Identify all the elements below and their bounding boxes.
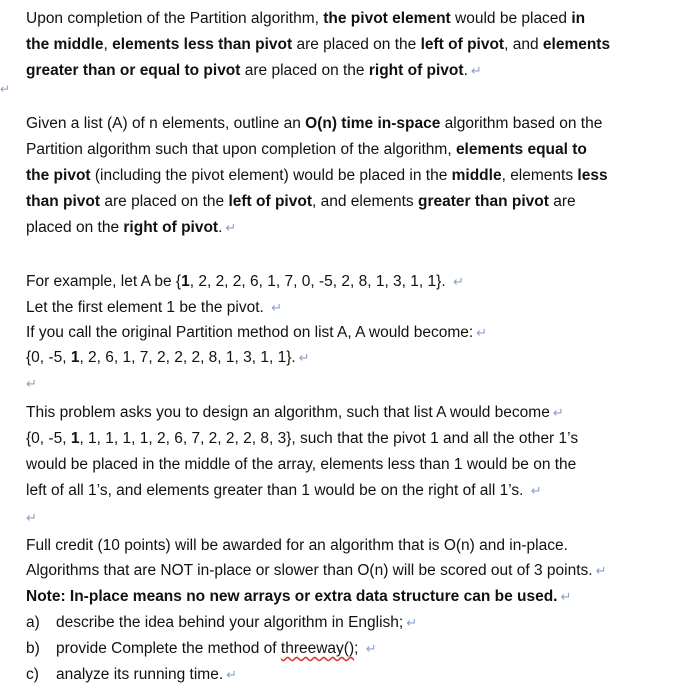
text: are placed on the bbox=[240, 62, 369, 79]
bold-text: the middle bbox=[26, 36, 104, 53]
text: . bbox=[463, 62, 468, 79]
text: left of all 1’s, and elements greater than 1 would be on the right of all 1’s. bbox=[26, 482, 528, 499]
bold-text: 1 bbox=[181, 273, 190, 290]
text: (including the pivot element) would be placed in the bbox=[90, 167, 452, 184]
bold-text: middle bbox=[451, 167, 502, 184]
text: Algorithms that are NOT in-place or slower than O(n) will be scored out of 3 points. bbox=[26, 562, 593, 579]
return-mark: ↵ bbox=[298, 350, 310, 365]
bold-text: in bbox=[571, 10, 586, 27]
bold-text: elements less than pivot bbox=[112, 36, 293, 53]
text: Upon completion of the Partition algorithm, bbox=[26, 10, 324, 27]
bold-text: than pivot bbox=[26, 193, 101, 210]
text: are bbox=[548, 193, 576, 210]
bold-text: left of pivot bbox=[420, 36, 505, 53]
credit-line2 bbox=[26, 560, 606, 582]
credit-line1 bbox=[26, 535, 568, 557]
return-mark: ↵ bbox=[406, 615, 418, 630]
return-mark: ↵ bbox=[452, 274, 464, 289]
task-item-a bbox=[26, 612, 417, 634]
return-mark: ↵ bbox=[595, 563, 607, 578]
return-mark: ↵ bbox=[365, 641, 377, 656]
margin-return-mark: ↵ bbox=[0, 82, 11, 96]
return-mark: ↵ bbox=[26, 376, 37, 391]
list-marker: a) bbox=[26, 614, 40, 631]
problem-line1 bbox=[26, 402, 564, 424]
bold-text: right of pivot bbox=[123, 219, 219, 236]
text: Given a list (A) of n elements, outline an bbox=[26, 115, 306, 132]
text: , 1, 1, 1, 1, 2, 6, 7, 2, 2, 2, 8, 3}, such that the pivot 1 and all the other 1’s bbox=[79, 430, 579, 447]
return-mark: ↵ bbox=[552, 405, 564, 420]
p2-line5 bbox=[26, 217, 236, 239]
return-mark: ↵ bbox=[26, 510, 37, 525]
example-line1 bbox=[26, 271, 464, 293]
text: , 2, 2, 2, 6, 1, 7, 0, -5, 2, 8, 1, 3, 1, 1}. bbox=[189, 273, 450, 290]
bold-text: elements bbox=[542, 36, 611, 53]
text: {0, -5, bbox=[26, 349, 71, 366]
p1-line2 bbox=[26, 34, 610, 56]
problem-line3 bbox=[26, 454, 576, 476]
text: {0, -5, bbox=[26, 430, 71, 447]
text: are placed on the bbox=[292, 36, 421, 53]
return-mark: ↵ bbox=[271, 300, 283, 315]
p1-line3 bbox=[26, 60, 482, 82]
credit-note bbox=[26, 586, 571, 608]
bold-text: Note: In-place means no new arrays or extra data structure can be used. bbox=[26, 588, 558, 605]
text: would be placed bbox=[450, 10, 572, 27]
text: , and elements bbox=[312, 193, 418, 210]
text: placed on the bbox=[26, 219, 124, 236]
problem-line2 bbox=[26, 428, 578, 450]
bold-text: the pivot element bbox=[323, 10, 451, 27]
text: , 2, 6, 1, 7, 2, 2, 2, 8, 1, 3, 1, 1}. bbox=[79, 349, 296, 366]
text: Partition algorithm such that upon completion of the algorithm, bbox=[26, 141, 456, 158]
bold-text: elements equal to bbox=[455, 141, 587, 158]
task-item-b bbox=[26, 638, 377, 660]
text: ; bbox=[354, 640, 363, 657]
task-item-c bbox=[26, 664, 237, 686]
bold-text: greater than pivot bbox=[417, 193, 549, 210]
text: algorithm based on the bbox=[440, 115, 603, 132]
text: For example, let A be { bbox=[26, 273, 182, 290]
text: analyze its running time. bbox=[56, 666, 224, 683]
p2-line4 bbox=[26, 191, 576, 213]
text: are placed on the bbox=[100, 193, 229, 210]
method-name: threeway() bbox=[280, 640, 355, 657]
text: This problem asks you to design an algorithm, such that list A would become bbox=[26, 404, 550, 421]
text: would be placed in the middle of the array, elements less than 1 would be on the bbox=[26, 456, 577, 473]
bold-text: greater than or equal to pivot bbox=[26, 62, 241, 79]
return-mark: ↵ bbox=[225, 220, 237, 235]
text: describe the idea behind your algorithm in English; bbox=[56, 614, 404, 631]
problem-line4 bbox=[26, 480, 542, 502]
bold-text: 1 bbox=[70, 349, 80, 366]
text: , and bbox=[504, 36, 543, 53]
example-line3 bbox=[26, 322, 487, 344]
bold-text: the pivot bbox=[26, 167, 91, 184]
text: , elements bbox=[501, 167, 578, 184]
text: Full credit (10 points) will be awarded for an algorithm that is O(n) and in-place. bbox=[26, 537, 568, 554]
p2-line2 bbox=[26, 139, 587, 161]
blank-line bbox=[26, 373, 37, 395]
example-line2 bbox=[26, 297, 282, 319]
blank-line bbox=[26, 507, 37, 529]
p2-line1 bbox=[26, 113, 602, 135]
bold-text: O(n) time in-space bbox=[305, 115, 441, 132]
p1-line1 bbox=[26, 8, 585, 30]
return-mark: ↵ bbox=[560, 589, 572, 604]
bold-text: left of pivot bbox=[228, 193, 312, 210]
return-mark: ↵ bbox=[530, 483, 542, 498]
bold-text: 1 bbox=[70, 430, 80, 447]
list-marker: c) bbox=[26, 666, 39, 683]
text: provide Complete the method of bbox=[56, 640, 281, 657]
text: , bbox=[103, 36, 113, 53]
text: . bbox=[218, 219, 223, 236]
return-mark: ↵ bbox=[470, 63, 482, 78]
example-line4 bbox=[26, 347, 310, 369]
return-mark: ↵ bbox=[226, 667, 238, 682]
bold-text: less bbox=[577, 167, 608, 184]
list-marker: b) bbox=[26, 640, 40, 657]
text: If you call the original Partition method on list A, A would become: bbox=[26, 324, 474, 341]
return-mark: ↵ bbox=[476, 325, 488, 340]
p2-line3 bbox=[26, 165, 608, 187]
text: Let the first element 1 be the pivot. bbox=[26, 299, 269, 316]
bold-text: right of pivot bbox=[368, 62, 464, 79]
